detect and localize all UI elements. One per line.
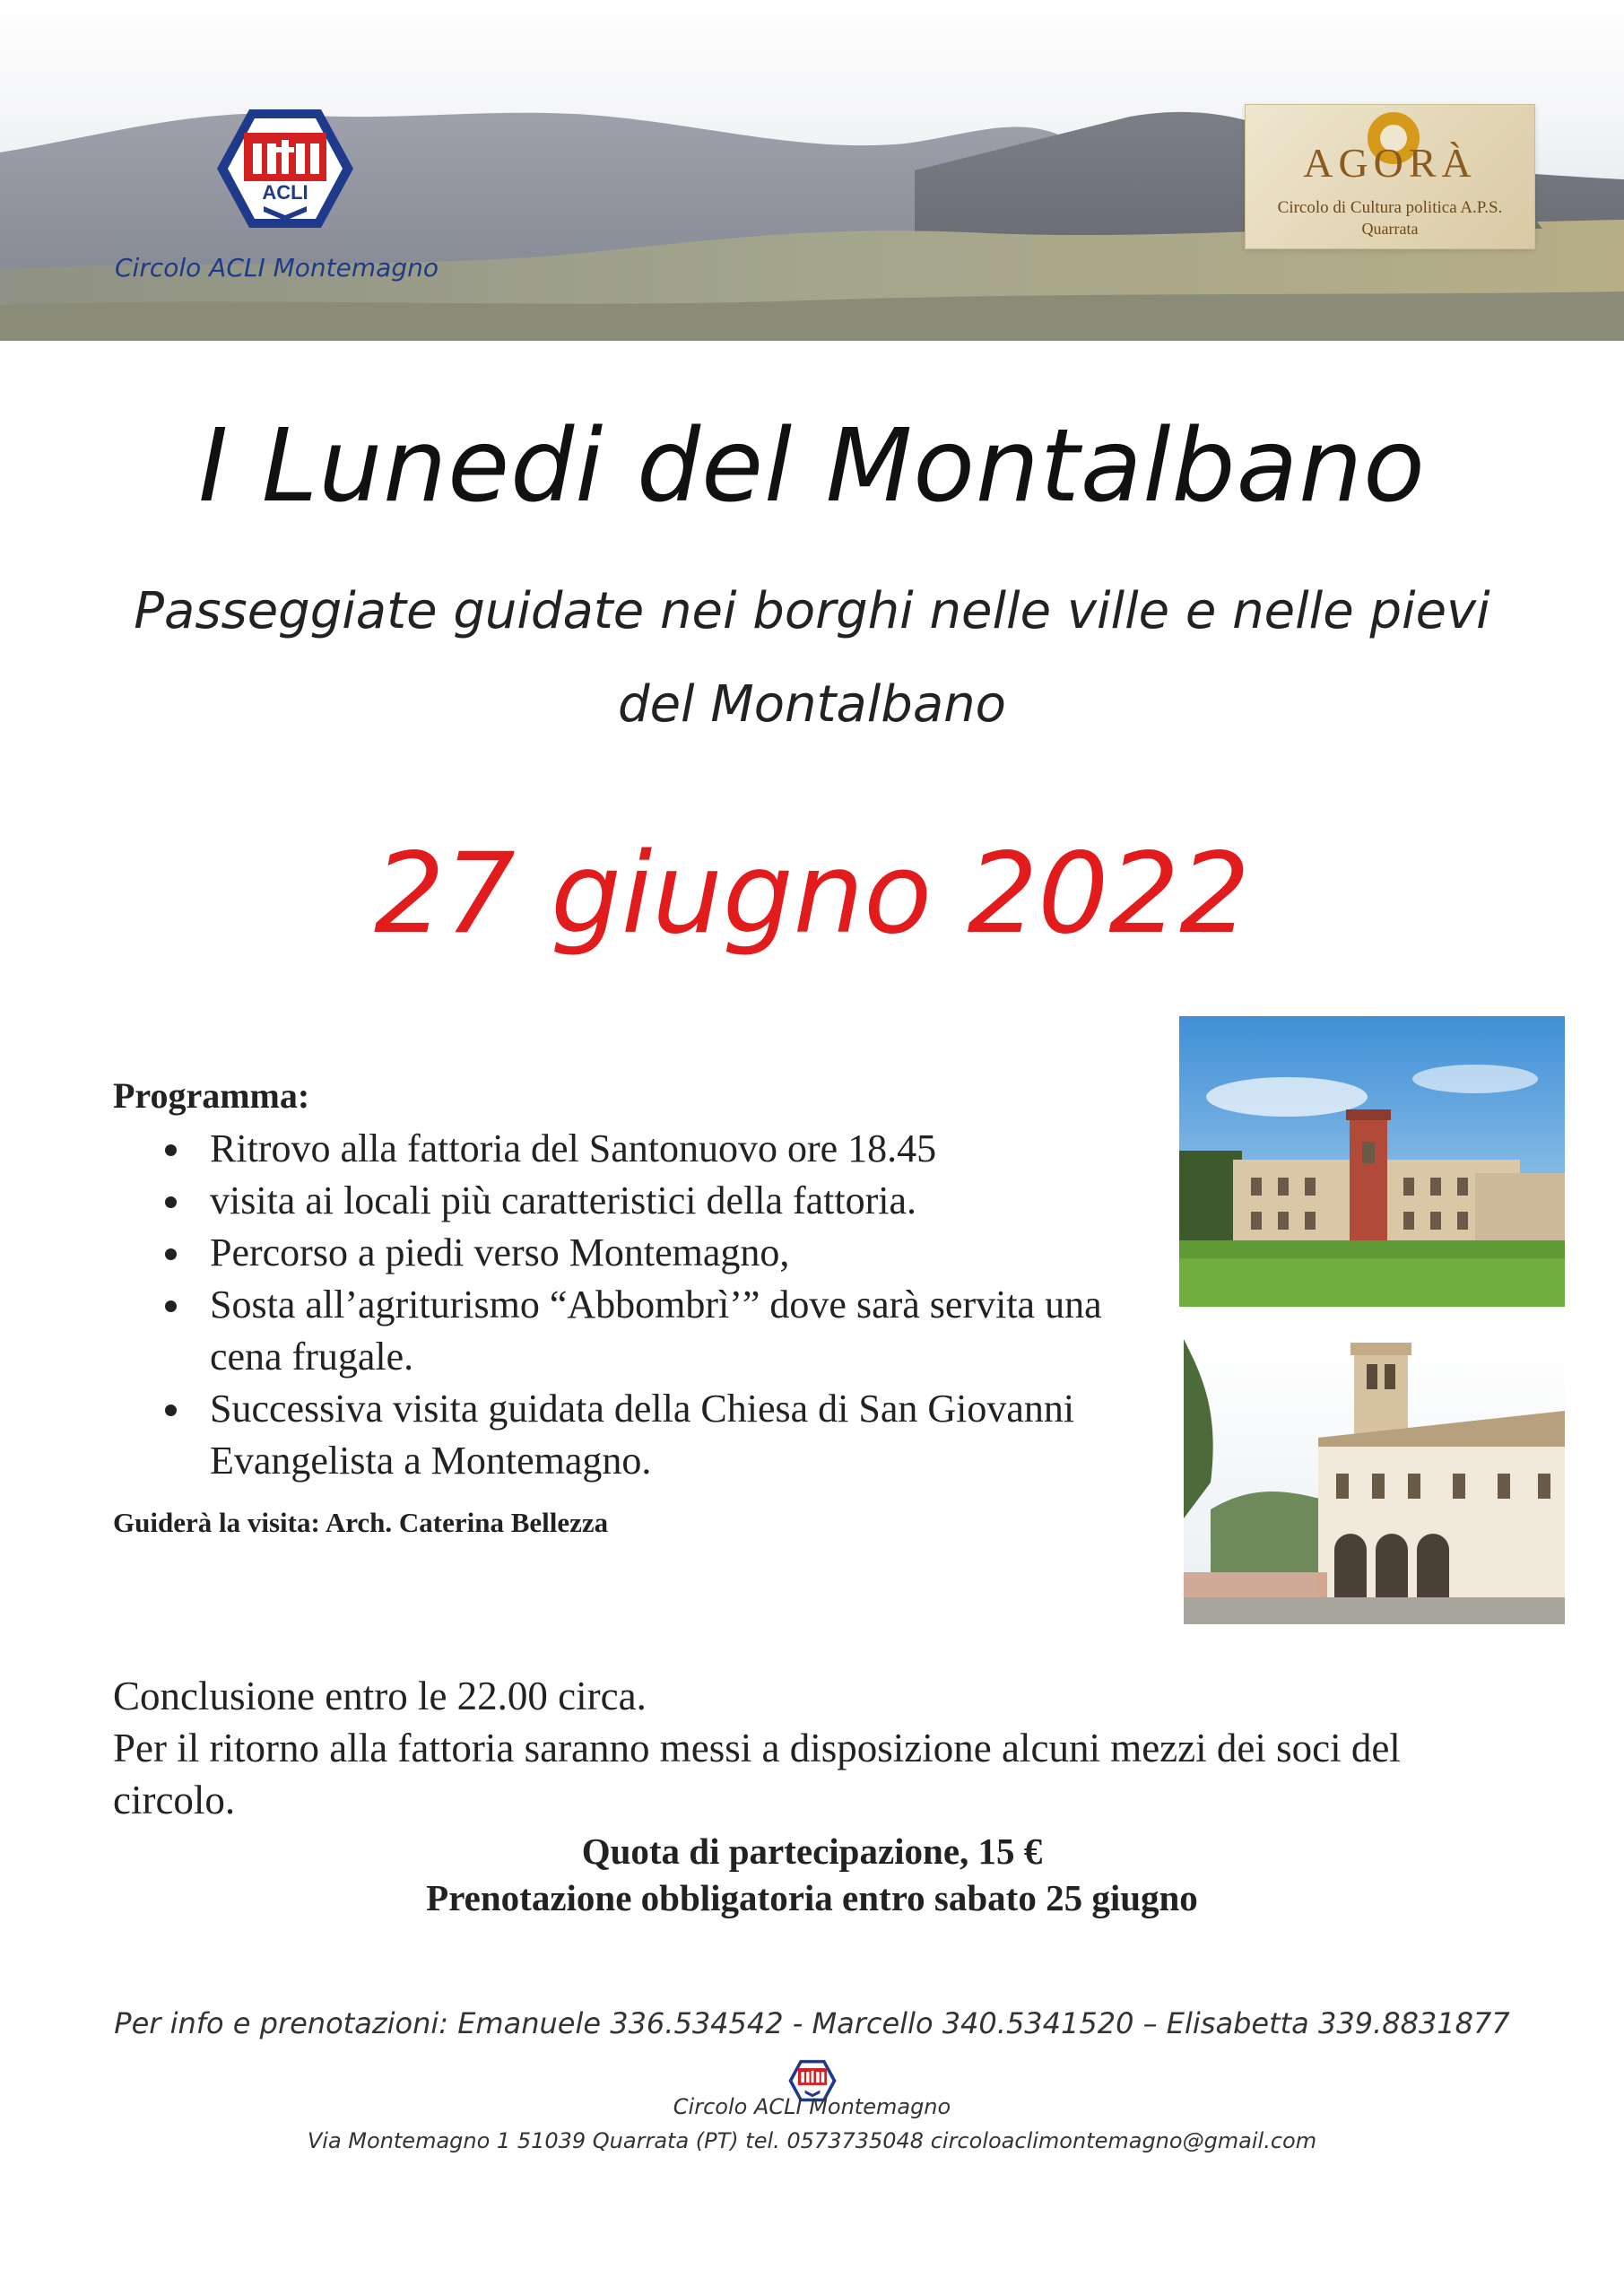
participation-fee: Quota di partecipazione, 15 € — [581, 1831, 1043, 1872]
agora-logo — [1245, 104, 1535, 249]
guide-note: Guiderà la visita: Arch. Caterina Bellezza — [113, 1507, 609, 1538]
footer-address: Via Montemagno 1 51039 Quarrata (PT) tel. 0573735048 circoloaclimontemagno@gmail.com — [307, 2128, 1317, 2153]
program-item: Percorso a piedi verso Montemagno, — [113, 1227, 1117, 1279]
page-subtitle: Passeggiate guidate nei borghi nelle ville e nelle pievi del Montalbano — [134, 582, 1490, 734]
booking-deadline: Prenotazione obbligatoria entro sabato 25 giugno — [426, 1877, 1198, 1918]
agora-title: AGORÀ — [1303, 140, 1477, 186]
program-item: Ritrovo alla fattoria del Santonuovo ore 18.45 — [113, 1123, 1117, 1175]
program-item: visita ai locali più caratteristici della fattoria. — [113, 1175, 1117, 1227]
agora-location: Quarrata — [1361, 220, 1419, 238]
page-title: I Lunedi del Montalbano — [198, 408, 1426, 525]
program-item: Successiva visita guidata della Chiesa di San Giovanni Evangelista a Montemagno. — [113, 1383, 1117, 1487]
acli-caption: Circolo ACLI Montemagno — [115, 253, 439, 283]
program-list — [113, 1123, 1117, 1487]
program-item: Sosta all’agriturismo “Abbombrì’” dove sarà servita una cena frugale. — [113, 1279, 1117, 1383]
return-note: Per il ritorno alla fattoria saranno messi a disposizione alcuni mezzi dei soci del circolo. — [113, 1726, 1401, 1822]
acli-logo-text: ACLI — [262, 181, 308, 204]
conclusion-line: Conclusione entro le 22.00 circa. — [113, 1674, 647, 1718]
program-heading: Programma: — [113, 1075, 310, 1116]
agora-subtitle: Circolo di Cultura politica A.P.S. — [1277, 198, 1503, 217]
villa-photo — [1179, 1016, 1565, 1307]
event-date: 27 giugno 2022 — [373, 830, 1251, 959]
footer-organization: Circolo ACLI Montemagno — [673, 2094, 951, 2119]
conclusion-text — [113, 1670, 1512, 1826]
church-photo — [1184, 1339, 1565, 1624]
acli-logo-icon — [213, 106, 357, 231]
contact-info: Per info e prenotazioni: Emanuele 336.534542 - Marcello 340.5341520 – Elisabetta 339.8831877 — [114, 2006, 1510, 2040]
